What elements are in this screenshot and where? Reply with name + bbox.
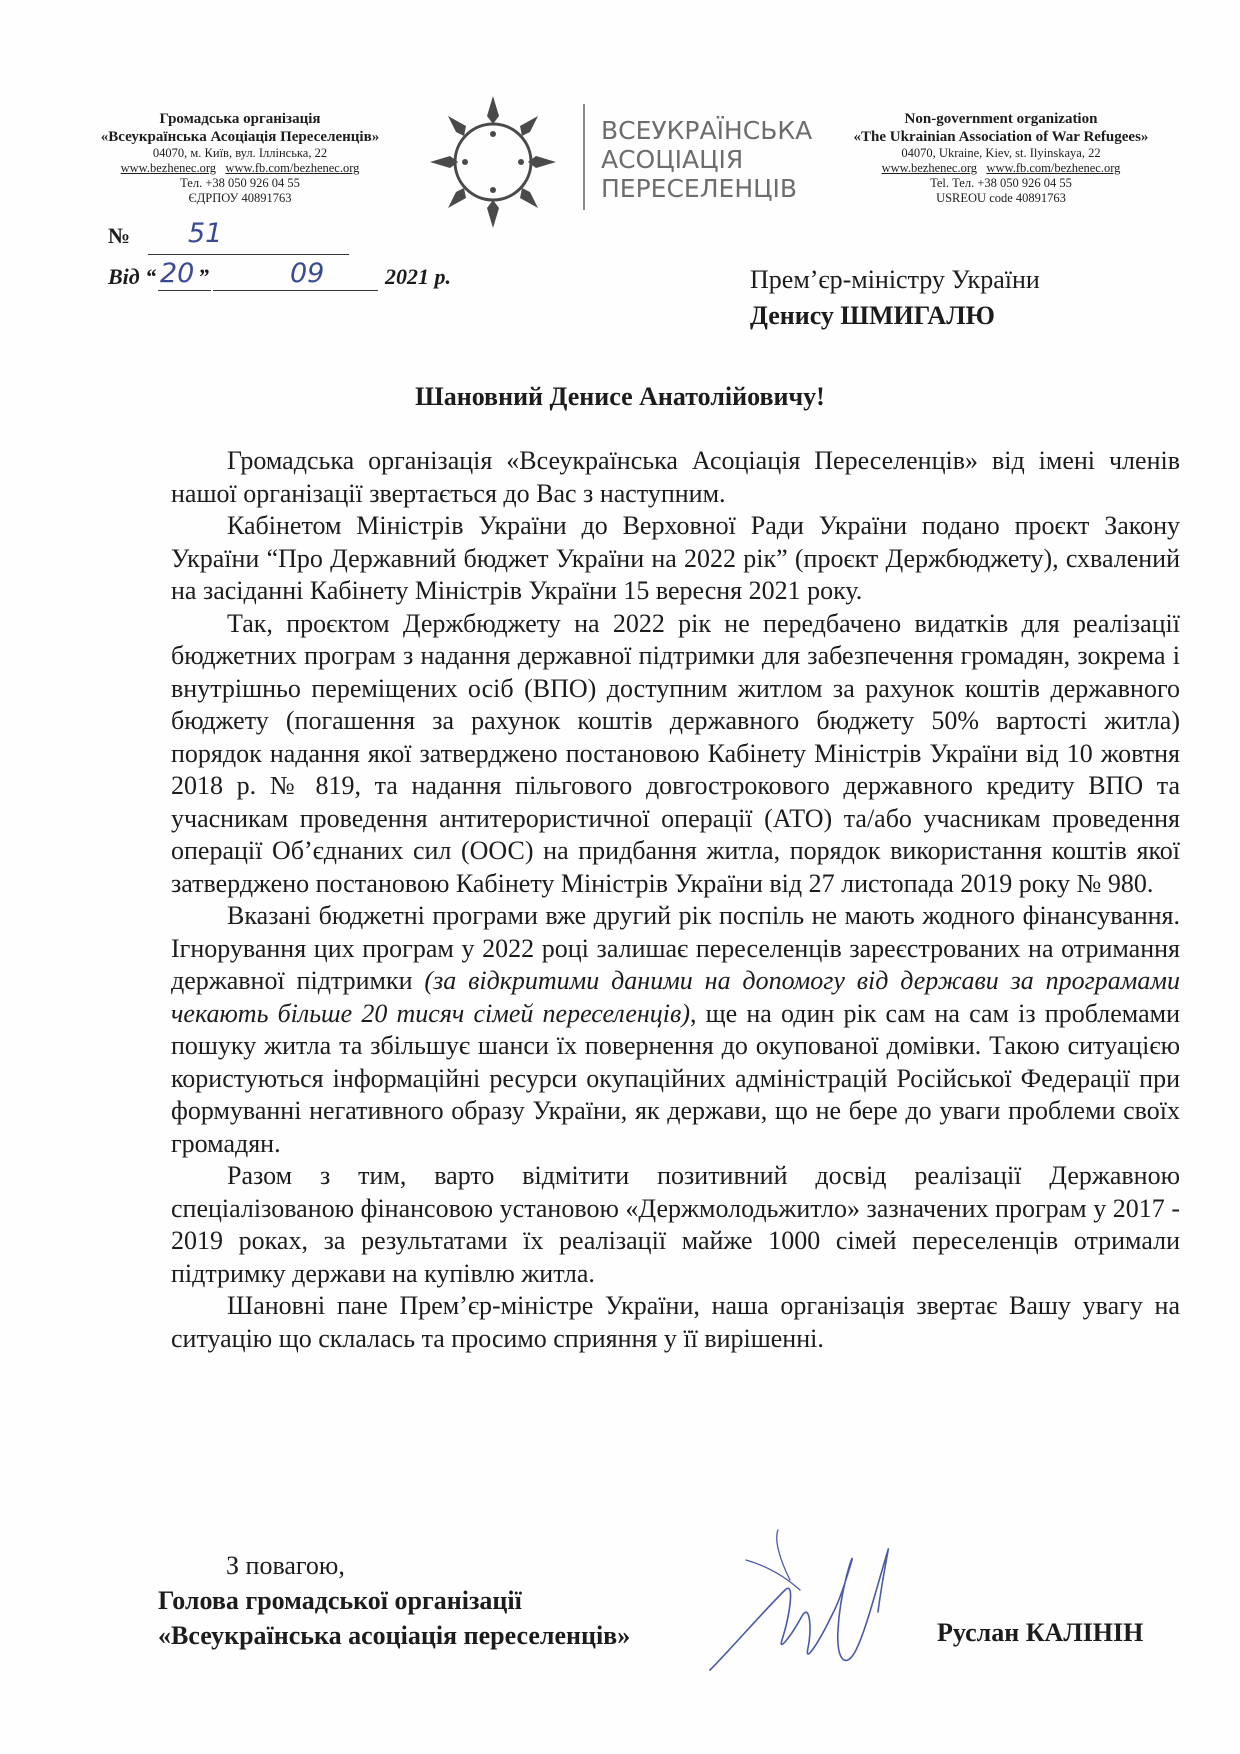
org-code-uk: ЄДРПОУ 40891763: [188, 191, 292, 205]
facebook-link[interactable]: www.fb.com/bezhenec.org: [225, 161, 360, 175]
date-prefix: Від: [108, 264, 140, 289]
addressee-name: Денису ШМИГАЛЮ: [750, 301, 995, 330]
org-type-uk: Громадська організація: [159, 111, 321, 127]
signer-name: Руслан КАЛІНІН: [937, 1618, 1144, 1647]
org-websites-en: [806, 161, 1196, 176]
paragraph-4-part-a: Вказані бюджетні програми вже другий рік поспіль не мають жодного фінансування. Ігнорування цих програм у 2022 році залишає переселенців зареєстрованих на отримання державної підтримки: [171, 901, 1180, 995]
closing-block: [158, 1548, 630, 1653]
date-year: 2021 р.: [385, 264, 451, 289]
logo-line-1: ВСЕУКРАЇНСЬКА: [601, 116, 813, 145]
addressee-block: [750, 262, 1040, 334]
website-link[interactable]: www.bezhenec.org: [881, 161, 978, 175]
date-day: 20: [160, 258, 195, 289]
org-websites-uk: [90, 161, 390, 176]
handwritten-signature-icon: [690, 1520, 930, 1700]
paragraph-4-part-b: , ще на один рік сам на сам із проблемами пошуку житла та збільшує шанси їх повернення до окупованої домівки. Такою ситуацією користуються інформаційні ресурси окупаційних адміністрацій Російської Федерації при формуванні негативного образу України, як держави, що не бере до уваги проблеми своїх громадян.: [171, 998, 1180, 1158]
association-logo-icon: [428, 94, 558, 230]
website-link[interactable]: www.bezhenec.org: [120, 161, 217, 175]
logo-line-2: АСОЦІАЦІЯ: [601, 145, 744, 174]
org-name-uk: «Всеукраїнська Асоціація Переселенців»: [100, 129, 380, 145]
reg-date-label: [108, 264, 156, 290]
org-header-english: [806, 110, 1196, 206]
logo-divider: [583, 104, 585, 210]
paragraph-6: Шановні пане Прем’єр-міністре України, наша організація звертає Вашу увагу на ситуацію що склалась та просимо сприяння у її вирішенні.: [171, 1291, 1180, 1353]
org-phone-en: Tel. Тел. +38 050 926 04 55: [930, 176, 1072, 190]
reg-number-label: №: [108, 223, 131, 248]
reg-number-line: [148, 254, 349, 255]
date-close-quote: ”: [198, 264, 209, 289]
date-open-quote: “: [145, 264, 157, 289]
letter-greeting: Шановний Денисе Анатолійовичу!: [415, 382, 825, 411]
signer-title-2: «Всеукраїнська асоціація переселенців»: [158, 1621, 631, 1650]
reg-number-value: 51: [188, 218, 223, 249]
paragraph-3: Так, проєктом Держбюджету на 2022 рік не передбачено видатків для реалізації бюджетних програм з надання державної підтримки для забезпечення громадян, зокрема і внутрішньо переміщених осіб (ВПО) доступним житлом за рахунок коштів державного бюджету (погашення за рахунок коштів державного бюджету 50% вартості житла) порядок надання якої затверджено постановою Кабінету Міністрів України від 10 жовтня 2018 р. № 819, та надання пільгового довгострокового державного кредиту ВПО та учасникам проведення антитерористичної операції (АТО) та/або учасникам проведення операції Об’єднаних сил (ООС) на придбання житла, порядок використання коштів якої затверджено постановою Кабінету Міністрів України від 27 листопада 2019 року № 980.: [171, 608, 1180, 898]
org-code-en: USREOU code 40891763: [936, 191, 1066, 205]
date-day-line: [158, 290, 211, 291]
date-month: 09: [290, 258, 325, 289]
logo-line-3: ПЕРЕСЕЛЕНЦІВ: [601, 174, 798, 203]
org-header-ukrainian: [90, 110, 390, 206]
paragraph-4-italic: (за відкритими даними на допомогу від держави за програмами чекають більше 20 тисяч сімей переселенців): [171, 966, 1180, 1028]
signer-title-1: Голова громадської організації: [158, 1586, 522, 1615]
paragraph-1: Громадська організація «Всеукраїнська Асоціація Переселенців» від імені членів нашої організації звертається до Вас з наступним.: [171, 446, 1180, 508]
addressee-position: Прем’єр-міністру України: [750, 265, 1040, 294]
org-type-en: Non-government organization: [904, 111, 1098, 127]
paragraph-5: Разом з тим, варто відмітити позитивний досвід реалізації Державною спеціалізованою фінансовою установою «Держмолодьжитло» зазначених програм у 2017 - 2019 роках, за результатами їх реалізації майже 1000 сімей переселенців отримали підтримку держави на купівлю житла.: [171, 1161, 1180, 1288]
paragraph-4: [171, 900, 1180, 1160]
paragraph-2: Кабінетом Міністрів України до Верховної Ради України подано проєкт Закону України “Про Державний бюджет України на 2022 рік” (проєкт Держбюджету), схвалений на засіданні Кабінету Міністрів України 15 вересня 2021 року.: [171, 511, 1180, 605]
org-phone-uk: Тел. +38 050 926 04 55: [180, 176, 300, 190]
org-address-en: 04070, Ukraine, Kiev, st. Ilyinskaya, 22: [901, 146, 1101, 160]
org-address-uk: 04070, м. Київ, вул. Іллінська, 22: [152, 146, 328, 160]
org-name-en: «The Ukrainian Association of War Refugees»: [853, 129, 1149, 145]
facebook-link[interactable]: www.fb.com/bezhenec.org: [986, 161, 1121, 175]
logo-wordmark: [601, 116, 813, 203]
closing-salutation: З повагою,: [226, 1551, 345, 1580]
letter-body: [171, 445, 1180, 1355]
date-month-line: [213, 290, 378, 291]
